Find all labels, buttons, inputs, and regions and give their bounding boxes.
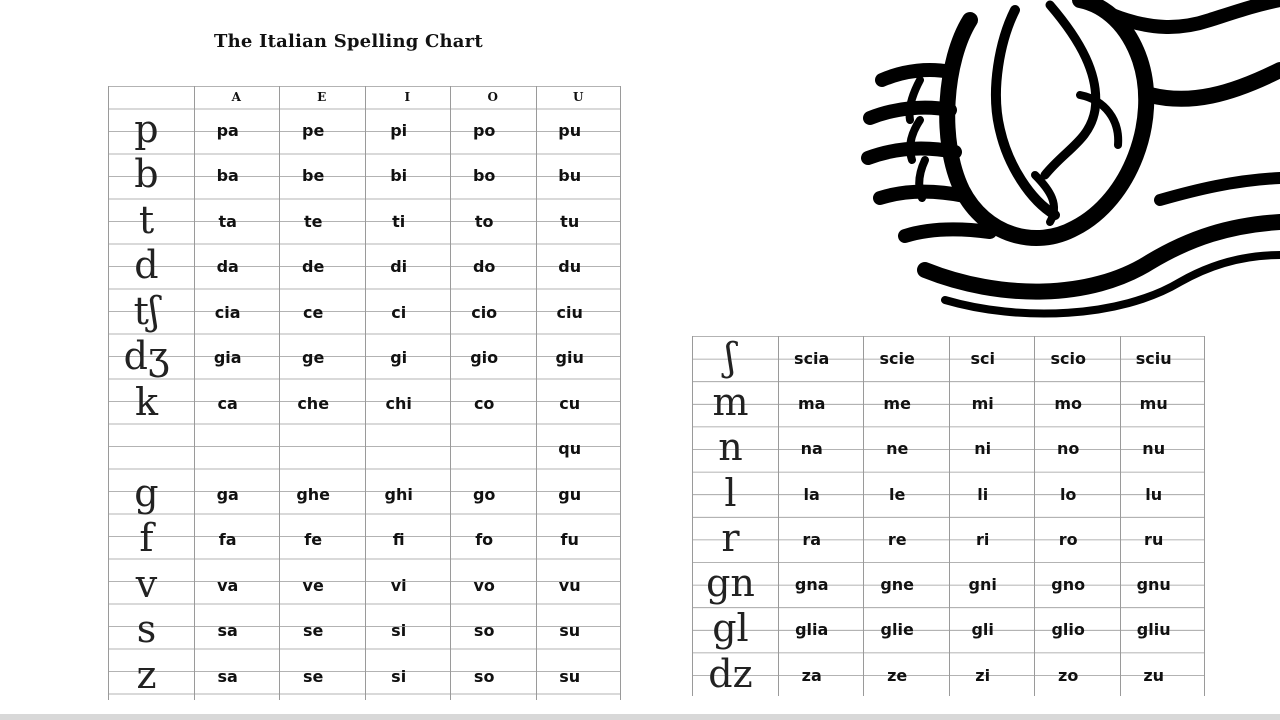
vowel-header-u: U	[573, 90, 584, 104]
phoneme-symbol: f	[139, 516, 154, 561]
spelling-cell: fe	[304, 530, 323, 550]
page-title: The Italian Spelling Chart	[214, 31, 483, 52]
phoneme-symbol: m	[712, 379, 749, 424]
spelling-cell: pu	[558, 120, 582, 140]
bottom-scroll-bar	[0, 714, 1280, 720]
right-spelling-chart	[692, 336, 1205, 696]
spelling-cell: fu	[560, 530, 579, 550]
phoneme-symbol: t	[138, 197, 155, 242]
spelling-cell: go	[472, 484, 496, 504]
spelling-cell: glio	[1051, 620, 1085, 640]
spelling-cell: sciu	[1135, 348, 1172, 368]
phoneme-symbol: p	[134, 106, 159, 151]
phoneme-symbol: d	[134, 243, 159, 288]
spelling-cell: ghe	[296, 484, 331, 504]
vowel-header-i: I	[404, 90, 411, 104]
spelling-cell: gna	[794, 575, 829, 595]
spelling-cell: ci	[391, 302, 407, 322]
vowel-header-a: A	[231, 90, 241, 104]
grid-lines	[692, 336, 1205, 696]
spelling-cell: cia	[214, 302, 241, 322]
spelling-cell: gno	[1051, 575, 1086, 595]
spelling-cell: chi	[385, 393, 412, 413]
spelling-cell: lu	[1145, 484, 1163, 504]
spelling-cell: re	[887, 529, 907, 549]
spelling-cell: se	[303, 666, 324, 686]
phoneme-symbol: dz	[708, 651, 753, 696]
spelling-cell: ba	[216, 166, 239, 186]
spelling-cell: to	[474, 211, 494, 231]
spelling-cell: so	[473, 621, 495, 641]
spelling-cell: na	[800, 439, 823, 459]
spelling-cell: ro	[1058, 529, 1078, 549]
spelling-cell: gnu	[1136, 575, 1171, 595]
phoneme-symbol: n	[718, 425, 743, 470]
phoneme-symbol: l	[724, 470, 737, 515]
phoneme-symbol: s	[136, 607, 157, 652]
spelling-cell: di	[390, 257, 408, 277]
spelling-cell: ra	[802, 529, 822, 549]
phoneme-symbol: tʃ	[133, 288, 160, 333]
spelling-cell: ni	[974, 439, 992, 459]
spelling-cell: ce	[303, 302, 324, 322]
spelling-cell: ca	[217, 393, 238, 413]
spelling-cell: glie	[880, 620, 914, 640]
spelling-cell: su	[559, 666, 581, 686]
spelling-cell: la	[803, 484, 820, 504]
spelling-cell: se	[303, 621, 324, 641]
spelling-cell: si	[391, 621, 407, 641]
spelling-cell: giu	[555, 348, 584, 368]
spelling-cell: fi	[392, 530, 405, 550]
spelling-cell: bi	[390, 166, 408, 186]
spelling-cell: me	[883, 393, 911, 413]
spelling-cell: do	[472, 257, 496, 277]
phoneme-symbol: ʃ	[725, 334, 736, 379]
phoneme-symbol: gn	[706, 561, 755, 606]
spelling-cell: ne	[886, 439, 909, 459]
spelling-cell: pe	[302, 120, 325, 140]
phoneme-symbol: dʒ	[123, 334, 170, 379]
phoneme-symbol: b	[134, 152, 159, 197]
vowel-header-o: O	[487, 90, 498, 104]
spelling-cell: scio	[1050, 348, 1086, 368]
spelling-cell: gio	[470, 348, 499, 368]
spelling-cell: za	[801, 665, 822, 685]
spelling-cell: ri	[976, 529, 990, 549]
spelling-cell: pi	[390, 120, 408, 140]
spelling-cell: le	[889, 484, 906, 504]
spelling-cell: ve	[302, 575, 324, 595]
spelling-cell: ghi	[384, 484, 413, 504]
spelling-cell: sa	[217, 621, 238, 641]
phoneme-symbol: gl	[712, 606, 749, 651]
spelling-cell: ga	[216, 484, 239, 504]
spelling-cell: so	[473, 666, 495, 686]
spelling-cell: be	[302, 166, 325, 186]
spelling-cell: mi	[971, 393, 994, 413]
spelling-cell: glia	[795, 620, 829, 640]
spelling-cell: qu	[558, 439, 582, 459]
left-spelling-chart	[108, 86, 621, 700]
grid-lines	[108, 86, 621, 700]
vowel-header-e: E	[317, 90, 327, 104]
spelling-cell: zo	[1058, 665, 1079, 685]
spelling-cell: te	[303, 211, 323, 231]
spelling-cell: ge	[302, 348, 325, 368]
phoneme-symbol: r	[721, 515, 740, 560]
spelling-cell: ti	[392, 211, 406, 231]
spelling-cell: ru	[1144, 529, 1164, 549]
spelling-cell: gliu	[1136, 620, 1171, 640]
phoneme-symbol: g	[134, 470, 159, 515]
spelling-cell: vu	[558, 575, 581, 595]
spelling-cell: zi	[975, 665, 991, 685]
spelling-cell: da	[216, 257, 239, 277]
spelling-cell: mo	[1054, 393, 1083, 413]
spelling-cell: po	[472, 120, 496, 140]
spelling-cell: ze	[887, 665, 908, 685]
spelling-cell: si	[391, 666, 407, 686]
spelling-cell: pa	[216, 120, 239, 140]
spelling-cell: ciu	[556, 302, 583, 322]
spelling-cell: co	[473, 393, 495, 413]
spelling-cell: fo	[475, 530, 494, 550]
spelling-cell: gne	[880, 575, 915, 595]
spelling-cell: tu	[560, 211, 580, 231]
spelling-cell: vi	[390, 575, 407, 595]
spelling-cell: ma	[797, 393, 826, 413]
spelling-cell: zu	[1143, 665, 1165, 685]
spelling-cell: ta	[218, 211, 237, 231]
spelling-cell: cio	[471, 302, 498, 322]
spelling-cell: li	[977, 484, 989, 504]
spelling-cell: du	[558, 257, 582, 277]
phoneme-symbol: z	[136, 652, 157, 697]
hand-holding-globe-icon	[850, 0, 1280, 330]
spelling-cell: bu	[558, 166, 582, 186]
spelling-cell: scie	[879, 348, 915, 368]
spelling-cell: lo	[1059, 484, 1077, 504]
phoneme-symbol: k	[134, 379, 158, 424]
spelling-cell: sci	[970, 348, 995, 368]
spelling-cell: de	[302, 257, 325, 277]
phoneme-symbol: v	[135, 561, 158, 606]
spelling-cell: gu	[558, 484, 582, 504]
spelling-cell: gia	[213, 348, 242, 368]
spelling-cell: gli	[971, 620, 994, 640]
spelling-cell: scia	[794, 348, 830, 368]
spelling-cell: su	[559, 621, 581, 641]
spelling-cell: che	[297, 393, 330, 413]
spelling-cell: cu	[559, 393, 581, 413]
spelling-cell: vo	[473, 575, 495, 595]
spelling-cell: nu	[1142, 439, 1166, 459]
spelling-cell: mu	[1139, 393, 1168, 413]
spelling-cell: fa	[218, 530, 237, 550]
spelling-cell: va	[217, 575, 239, 595]
spelling-cell: no	[1056, 439, 1080, 459]
spelling-cell: gni	[968, 575, 997, 595]
spelling-cell: gi	[390, 348, 408, 368]
spelling-cell: sa	[217, 666, 238, 686]
spelling-cell: bo	[472, 166, 496, 186]
